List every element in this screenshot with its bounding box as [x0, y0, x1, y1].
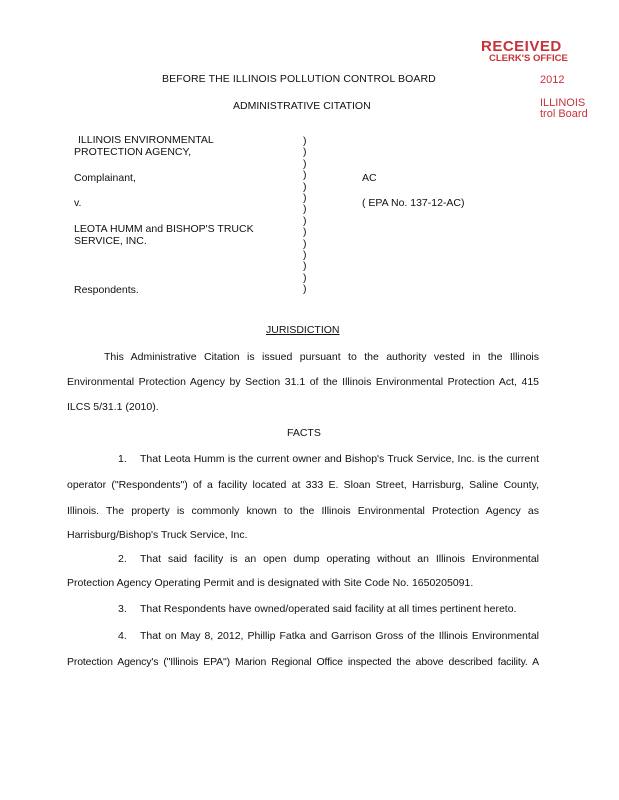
stamp-board: trol Board: [540, 108, 588, 120]
fact-2-line2: Protection Agency Operating Permit and is designated with Site Code No. 1650205091.: [67, 577, 474, 589]
paren-mark: ): [303, 283, 307, 296]
received-stamp: [478, 38, 619, 128]
paren-mark: ): [303, 260, 307, 273]
complainant-role: Complainant,: [74, 172, 136, 184]
versus: v.: [74, 197, 82, 209]
case-number: ( EPA No. 137-12-AC): [362, 197, 465, 209]
board-title: BEFORE THE ILLINOIS POLLUTION CONTROL BOARD: [162, 73, 436, 85]
facts-heading: FACTS: [287, 427, 321, 439]
stamp-illinois: ILLINOIS: [540, 97, 586, 109]
jurisdiction-heading: JURISDICTION: [266, 324, 340, 336]
jurisdiction-line2: Environmental Protection Agency by Section 31.1 of the Illinois Environmental Protection Act, 415: [67, 376, 539, 388]
respondent-name-line1: LEOTA HUMM and BISHOP'S TRUCK: [74, 223, 254, 235]
stamp-clerks-office: CLERK'S OFFICE: [489, 53, 568, 64]
fact-2-line1: That said facility is an open dump operating without an Illinois Environmental: [140, 553, 539, 565]
paren-mark: ): [303, 271, 307, 284]
fact-1-line2: operator ("Respondents") of a facility located at 333 E. Sloan Street, Harrisburg, Saline County,: [67, 479, 539, 491]
fact-4-line1: That on May 8, 2012, Phillip Fatka and Garrison Gross of the Illinois Environmental: [140, 630, 539, 642]
fact-1-number: 1.: [118, 453, 127, 465]
paren-mark: ): [303, 249, 307, 262]
respondent-name-line2: SERVICE, INC.: [74, 235, 147, 247]
paren-mark: ): [303, 157, 307, 170]
paren-mark: ): [303, 180, 307, 193]
stamp-year: 2012: [540, 74, 565, 86]
jurisdiction-line1: This Administrative Citation is issued pursuant to the authority vested in the Illinois: [104, 351, 539, 363]
respondent-role: Respondents.: [74, 284, 139, 296]
fact-4-number: 4.: [118, 630, 127, 642]
paren-mark: ): [303, 226, 307, 239]
complainant-name-line1: ILLINOIS ENVIRONMENTAL: [78, 134, 214, 146]
paren-mark: ): [303, 146, 307, 159]
fact-1-line1: That Leota Humm is the current owner and Bishop's Truck Service, Inc. is the current: [140, 453, 539, 465]
paren-mark: ): [303, 192, 307, 205]
paren-mark: ): [303, 135, 307, 147]
caption-divider: [303, 136, 307, 296]
case-type: AC: [362, 172, 377, 184]
paren-mark: ): [303, 237, 307, 250]
fact-1-line3: Illinois. The property is commonly known to the Illinois Environmental Protection Agency as: [67, 505, 539, 517]
complainant-name-line2: PROTECTION AGENCY,: [74, 146, 192, 158]
fact-3-line1: That Respondents have owned/operated said facility at all times pertinent hereto.: [140, 603, 517, 615]
fact-3-number: 3.: [118, 603, 127, 615]
fact-1-line4: Harrisburg/Bishop's Truck Service, Inc.: [67, 529, 248, 541]
document-type: ADMINISTRATIVE CITATION: [233, 100, 371, 112]
fact-4-line2: Protection Agency's ("Illinois EPA") Marion Regional Office inspected the above described facility. A: [67, 656, 539, 668]
paren-mark: ): [303, 214, 307, 227]
paren-mark: ): [303, 169, 307, 182]
fact-2-number: 2.: [118, 553, 127, 565]
jurisdiction-line3: ILCS 5/31.1 (2010).: [67, 401, 159, 413]
stamp-received: RECEIVED: [481, 38, 562, 55]
paren-mark: ): [303, 203, 307, 216]
